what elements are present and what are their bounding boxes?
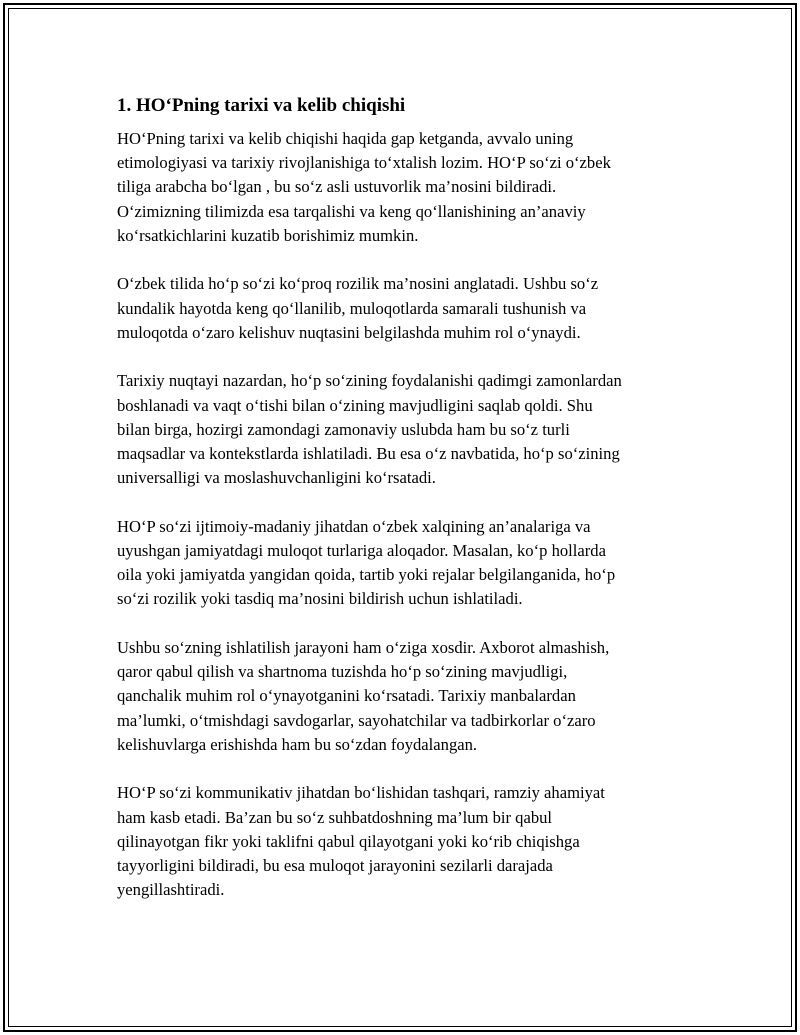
paragraph bbox=[117, 636, 687, 757]
paragraph bbox=[117, 781, 687, 902]
document-body bbox=[117, 92, 687, 927]
paragraph-line: bilan birga, hozirgi zamondagi zamonaviy uslubda ham bu so‘z turli bbox=[117, 419, 570, 439]
paragraph-line: qaror qabul qilish va shartnoma tuzishda ho‘p so‘zining mavjudligi, bbox=[117, 662, 568, 682]
paragraph bbox=[117, 127, 687, 248]
paragraph-line: Tarixiy nuqtayi nazardan, ho‘p so‘zining foydalanishi qadimgi zamonlardan bbox=[117, 371, 622, 391]
paragraph-line: etimologiyasi va tarixiy rivojlanishiga to‘xtalish lozim. HO‘P so‘zi o‘zbek bbox=[117, 153, 611, 173]
paragraph-line: qanchalik muhim rol o‘ynayotganini ko‘rsatadi. Tarixiy manbalardan bbox=[117, 686, 576, 706]
paragraph-line: so‘zi rozilik yoki tasdiq ma’nosini bildirish uchun ishlatiladi. bbox=[117, 589, 523, 609]
paragraph-line: ma’lumki, o‘tmishdagi savdogarlar, sayohatchilar va tadbirkorlar o‘zaro bbox=[117, 710, 596, 730]
paragraph-line: qilinayotgan fikr yoki taklifni qabul qilayotgani yoki ko‘rib chiqishga bbox=[117, 831, 580, 851]
paragraph-line: maqsadlar va kontekstlarda ishlatiladi. Bu esa o‘z navbatida, ho‘p so‘zining bbox=[117, 444, 620, 464]
paragraph-line: Ushbu so‘zning ishlatilish jarayoni ham o‘ziga xosdir. Axborot almashish, bbox=[117, 638, 610, 658]
paragraph-line: yengillashtiradi. bbox=[117, 880, 225, 900]
paragraph-line: kelishuvlarga erishishda ham bu so‘zdan foydalangan. bbox=[117, 734, 478, 754]
paragraph-line: HO‘P so‘zi ijtimoiy-madaniy jihatdan o‘zbek xalqining an’analariga va bbox=[117, 516, 591, 536]
paragraph-line: O‘zbek tilida ho‘p so‘zi ko‘proq rozilik ma’nosini anglatadi. Ushbu so‘z bbox=[117, 274, 599, 294]
paragraph bbox=[117, 272, 687, 345]
paragraph-line: ko‘rsatkichlarini kuzatib borishimiz mumkin. bbox=[117, 225, 419, 245]
paragraph-line: HO‘P so‘zi kommunikativ jihatdan bo‘lishidan tashqari, ramziy ahamiyat bbox=[117, 783, 605, 803]
paragraph-line: universalligi va moslashuvchanligini ko‘rsatadi. bbox=[117, 468, 436, 488]
paragraph-line: uyushgan jamiyatdagi muloqot turlariga aloqador. Masalan, ko‘p hollarda bbox=[117, 541, 606, 561]
paragraph-line: O‘zimizning tilimizda esa tarqalishi va keng qo‘llanishining an’anaviy bbox=[117, 201, 586, 221]
paragraph-line: muloqotda o‘zaro kelishuv nuqtasini belgilashda muhim rol o‘ynaydi. bbox=[117, 322, 581, 342]
paragraph bbox=[117, 515, 687, 612]
paragraph-line: kundalik hayotda keng qo‘llanilib, muloqotlarda samarali tushunish va bbox=[117, 298, 587, 318]
paragraph bbox=[117, 369, 687, 490]
paragraph-line: HO‘Pning tarixi va kelib chiqishi haqida gap ketganda, avvalo uning bbox=[117, 129, 574, 148]
paragraph-list bbox=[117, 127, 687, 902]
paragraph-line: tiliga arabcha bo‘lgan , bu so‘z asli ustuvorlik ma’nosini bildiradi. bbox=[117, 177, 557, 197]
paragraph-line: ham kasb etadi. Ba’zan bu so‘z suhbatdoshning ma’lum bir qabul bbox=[117, 807, 553, 827]
paragraph-line: boshlanadi va vaqt o‘tishi bilan o‘zining mavjudligini saqlab qoldi. Shu bbox=[117, 395, 593, 415]
section-heading: 1. HO‘Pning tarixi va kelib chiqishi bbox=[117, 95, 406, 116]
paragraph-line: oila yoki jamiyatda yangidan qoida, tartib yoki rejalar belgilanganida, ho‘p bbox=[117, 565, 616, 585]
paragraph-line: tayyorligini bildiradi, bu esa muloqot jarayonini sezilarli darajada bbox=[117, 856, 553, 876]
